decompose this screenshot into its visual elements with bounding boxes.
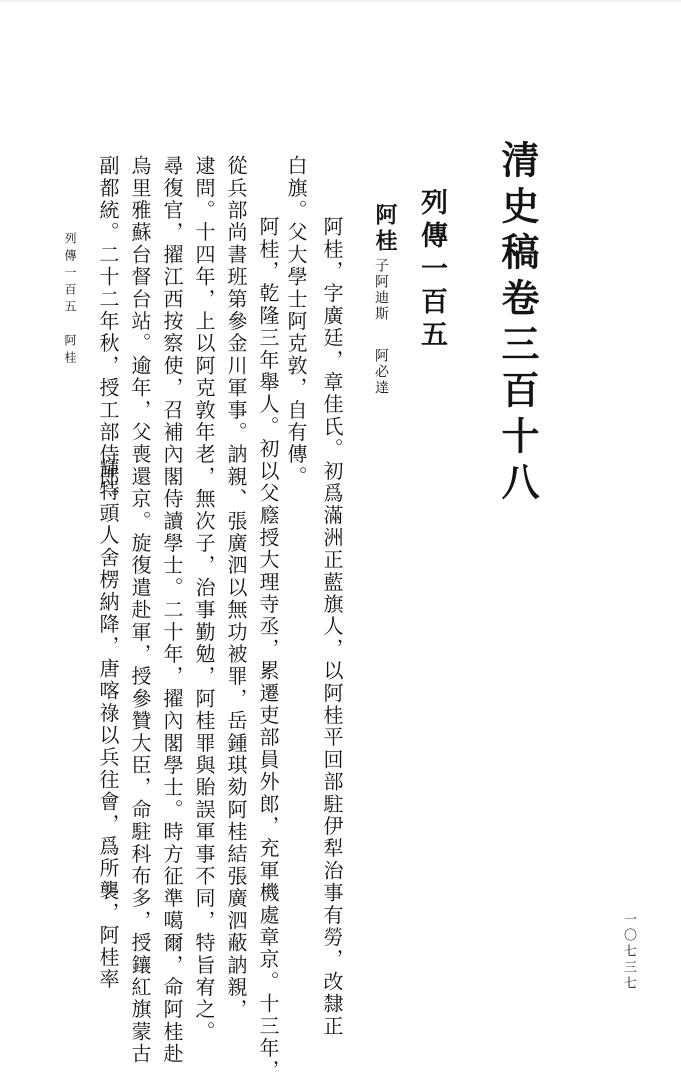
volume-title: 清史稿卷三百十八 — [495, 140, 540, 508]
section-heading: 列傳一百五 — [416, 188, 447, 353]
body-column-1: 阿桂，字廣廷，章佳氏。初爲滿洲正藍旗人，以阿桂平回部駐伊犁治事有勞，改隸正 — [320, 216, 344, 1038]
appended-name-2: 阿必達 — [373, 348, 389, 396]
body-column-8: 副都統。二十二年秋，授工部侍郎。 — [96, 155, 120, 511]
appended-name-1: 子阿迪斯 — [373, 258, 389, 322]
page-number: 一〇七三七 — [621, 912, 636, 992]
body-column-7: 烏里雅蘇台督台站。逾年，父喪還京。旋復遣赴軍，授參贊大臣，命駐科布多，授鑲紅旗蒙古 — [128, 155, 152, 1066]
appended-names — [374, 258, 388, 396]
margin-running-head: 列傳一百五 阿桂 — [63, 232, 77, 368]
body-column-4: 從兵部尚書班第參金川軍事。訥親、張廣泗以無功被罪，岳鍾琪劾阿桂結張廣泗蔽訥親， — [224, 155, 248, 1021]
body-column-3: 阿桂，乾隆三年舉人。初以父廕授大理寺丞，累遷吏部員外郎，充軍機處章京。十三年， — [256, 216, 280, 1082]
body-column-8-lower: 輝特頭人舍楞納降，唐喀祿以兵往會，爲所襲，阿桂率 — [96, 458, 120, 991]
top-border-line — [0, 0, 681, 2]
body-column-5: 逮問。十四年，上以阿克敦年老，無次子，治事勤勉，阿桂罪與貽誤軍事不同，特旨宥之。 — [192, 155, 216, 1043]
biography-subject-name: 阿桂 — [372, 203, 398, 255]
body-column-2: 白旗。父大學士阿克敦，自有傳。 — [284, 155, 308, 488]
body-column-6: 尋復官，擢江西按察使，召補內閣侍讀學士。二十年，擢內閣學士。時方征準噶爾，命阿桂赴 — [160, 155, 184, 1066]
